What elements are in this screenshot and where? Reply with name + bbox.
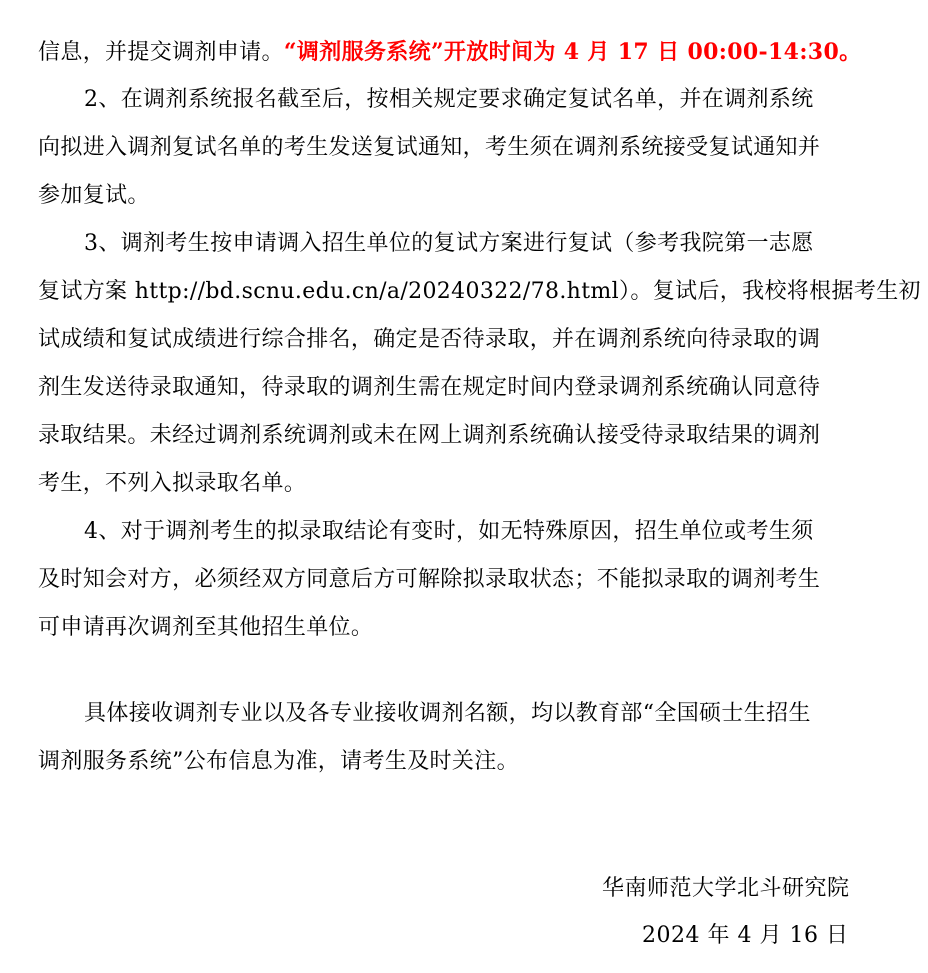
signature-organization: 华南师范大学北斗研究院 [602, 876, 850, 901]
system-open-time-notice: “调剂服务系统”开放时间为 4 月 17 日 00:00-14:30。 [283, 39, 862, 65]
paragraph-3-line-2: 复试方案 http://bd.scnu.edu.cn/a/20240322/78.html）。复试后，我校将根据考生初 [38, 279, 921, 304]
paragraph-4-line-3: 可申请再次调剂至其他招生单位。 [38, 615, 374, 640]
paragraph-1-line-1 [38, 28, 868, 76]
paragraph-4-line-1: 4、对于调剂考生的拟录取结论有变时，如无特殊原因，招生单位或考生须 [84, 519, 814, 544]
p1-text: 信息，并提交调剂申请。 [38, 40, 284, 65]
paragraph-3-line-3: 试成绩和复试成绩进行综合排名，确定是否待录取，并在调剂系统向待录取的调 [38, 327, 821, 352]
paragraph-2-line-1: 2、在调剂系统报名截至后，按相关规定要求确定复试名单，并在调剂系统 [84, 87, 814, 112]
signature-date: 2024 年 4 月 16 日 [642, 923, 849, 948]
paragraph-2-line-3: 参加复试。 [38, 183, 150, 208]
document-body [38, 28, 921, 786]
paragraph-3-line-1: 3、调剂考生按申请调入招生单位的复试方案进行复试（参考我院第一志愿 [84, 231, 814, 256]
paragraph-3-line-4: 剂生发送待录取通知，待录取的调剂生需在规定时间内登录调剂系统确认同意待 [38, 375, 821, 400]
paragraph-4-line-2: 及时知会对方，必须经双方同意后方可解除拟录取状态；不能拟录取的调剂考生 [38, 567, 821, 592]
paragraph-2-line-2: 向拟进入调剂复试名单的考生发送复试通知，考生须在调剂系统接受复试通知并 [38, 135, 821, 160]
paragraph-gap [38, 652, 868, 690]
paragraph-3-line-5: 录取结果。未经过调剂系统调剂或未在网上调剂系统确认接受待录取结果的调剂 [38, 423, 821, 448]
paragraph-3-line-6: 考生，不列入拟录取名单。 [38, 471, 307, 496]
paragraph-5-line-2: 调剂服务系统”公布信息为准，请考生及时关注。 [38, 749, 519, 774]
paragraph-5-line-1: 具体接收调剂专业以及各专业接收调剂名额，均以教育部“全国硕士生招生 [84, 701, 811, 726]
